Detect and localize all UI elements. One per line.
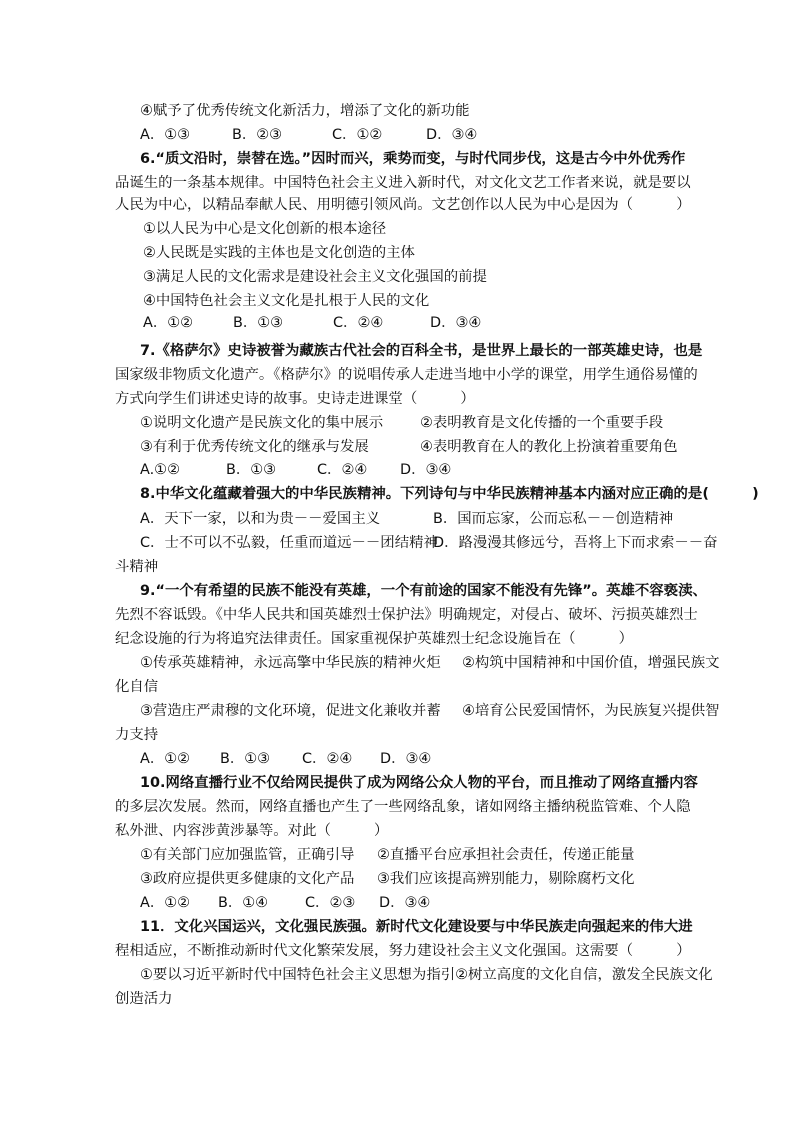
q9-item-2-cont: 化自信 [115,679,159,695]
q9-option-a: A．①② [140,751,191,767]
q6-stem-line-3: 人民为中心，以精品奉献人民、用明德引领风尚。文艺创作以人民为中心是因为（ ） [115,197,691,213]
q7-item-1: ①说明文化遗产是民族文化的集中展示 [140,415,384,431]
q9-item-4: ④培育公民爱国情怀，为民族复兴提供智 [462,703,720,719]
q9-stem-line-2: 先烈不容诋毁。《中华人民共和国英雄烈士保护法》明确规定，对侵占、破坏、污损英雄烈士 [115,607,698,623]
q10-item-3: ③政府应提供更多健康的文化产品 [140,871,355,887]
q7-stem-line-2: 国家级非物质文化遗产。《格萨尔》的说唱传承人走进当地中小学的课堂，用学生通俗易懂的 [115,367,698,383]
q5-item-4: ④赋予了优秀传统文化新活力，增添了文化的新功能 [140,103,470,119]
q7-option-c: C．②④ [317,462,368,478]
q7-stem-line-3: 方式向学生们讲述史诗的故事。史诗走进课堂（ ） [115,391,475,407]
q11-item-1-2: ①要以习近平新时代中国特色社会主义思想为指引②树立高度的文化自信，激发全民族文化 [140,967,713,983]
q11-item-2-cont: 创造活力 [115,991,173,1007]
q5-option-d: D．③④ [426,127,478,143]
q7-item-2: ②表明教育是文化传播的一个重要手段 [420,415,664,431]
q5-option-a: A．①③ [140,127,191,143]
q6-stem-line-2: 品诞生的一条基本规律。中国特色社会主义进入新时代，对文化文艺工作者来说，就是要以 [115,175,691,191]
q10-item-1: ①有关部门应加强监管，正确引导 [140,847,355,863]
q10-item-2: ②直播平台应承担社会责任，传递正能量 [377,847,635,863]
q10-stem-line-1: 10.网络直播行业不仅给网民提供了成为网络公众人物的平台，而且推动了网络直播内容 [140,775,698,791]
q10-option-d: D．③④ [379,895,431,911]
q6-stem-line-1: 6.“质文沿时，崇替在选。”因时而兴，乘势而变，与时代同步伐，这是古今中外优秀作 [140,151,686,167]
q9-option-c: C．②④ [302,751,353,767]
q6-option-a: A．①② [143,315,194,331]
q6-item-2: ②人民既是实践的主体也是文化创造的主体 [143,245,415,261]
q9-option-d: D．③④ [380,751,432,767]
q9-item-3: ③营造庄严肃穆的文化环境，促进文化兼收并蓄 [140,703,441,719]
q7-item-3: ③有利于优秀传统文化的继承与发展 [140,439,369,455]
q10-option-b: B．①④ [218,895,269,911]
q10-option-c: C．②③ [305,895,356,911]
q6-item-4: ④中国特色社会主义文化是扎根于人民的文化 [143,293,430,309]
q6-option-c: C．②④ [333,315,384,331]
q8-option-c: C．士不可以不弘毅，任重而道远－－团结精神 [140,535,438,551]
q6-item-3: ③满足人民的文化需求是建设社会主义文化强国的前提 [143,269,487,285]
q10-stem-line-2: 的多层次发展。然而，网络直播也产生了一些网络乱象，诸如网络主播纳税监管难、个人隐 [115,799,691,815]
q10-stem-line-3: 私外泄、内容涉黄涉暴等。对此（ ） [115,823,389,839]
q8-option-a: A．天下一家，以和为贵－－爱国主义 [140,511,381,527]
q9-item-2: ②构筑中国精神和中国价值，增强民族文 [462,655,720,671]
q6-option-d: D．③④ [430,315,482,331]
q7-option-a: A.①② [140,462,180,478]
q8-option-d-cont: 斗精神 [115,559,159,575]
q7-item-4: ④表明教育在人的教化上扮演着重要角色 [420,439,678,455]
q11-stem-line-2: 程相适应，不断推动新时代文化繁荣发展，努力建设社会主义文化强国。这需要（ ） [115,943,691,959]
q5-option-b: B．②③ [232,127,283,143]
q8-option-d: D．路漫漫其修远兮，吾将上下而求索－－奋 [433,535,718,551]
q8-stem: 8.中华文化蕴藏着强大的中华民族精神。下列诗句与中华民族精神基本内涵对应正确的是( ) [140,486,759,502]
q9-item-1: ①传承英雄精神，永远高擎中华民族的精神火炬 [140,655,441,671]
q9-item-4-cont: 力支持 [115,727,159,743]
q5-option-c: C．①② [332,127,383,143]
q7-option-d: D．③④ [400,462,452,478]
q7-stem-line-1: 7.《格萨尔》史诗被誉为藏族古代社会的百科全书，是世界上最长的一部英雄史诗，也是 [140,343,703,359]
q10-option-a: A．①② [140,895,191,911]
q6-option-b: B．①③ [233,315,284,331]
q8-option-b: B．国而忘家，公而忘私－－创造精神 [433,511,674,527]
q9-option-b: B．①③ [220,751,271,767]
q9-stem-line-1: 9.“一个有希望的民族不能没有英雄，一个有前途的国家不能没有先锋”。英雄不容亵渎、 [140,583,707,599]
q7-option-b: B．①③ [226,462,277,478]
q6-item-1: ①以人民为中心是文化创新的根本途径 [143,221,387,237]
q10-item-4: ③我们应该提高辨别能力，剔除腐朽文化 [377,871,635,887]
q11-stem-line-1: 11．文化兴国运兴，文化强民族强。新时代文化建设要与中华民族走向强起来的伟大进 [140,919,693,935]
q9-stem-line-3: 纪念设施的行为将追究法律责任。国家重视保护英雄烈士纪念设施旨在（ ） [115,631,634,647]
